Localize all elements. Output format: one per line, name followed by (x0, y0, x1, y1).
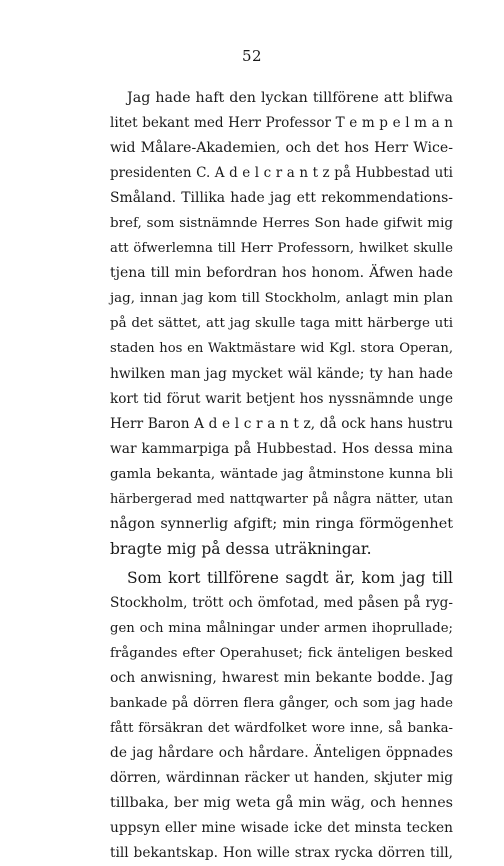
text-line: Stockholm, trött och ömfotad, med påsen på ryg- (110, 594, 453, 611)
text-line: uppsyn eller mine wisade icke det minsta tecken (110, 820, 453, 837)
text-line: de jag hårdare och hårdare. Änteligen öppnades (110, 745, 453, 762)
text-line: tjena till min befordran hos honom. Äfwen hade (110, 265, 453, 282)
text-line: kort tid förut warit betjent hos nyssnämnde unge (110, 390, 453, 407)
text-line: att öfwerlemna till Herr Professorn, hwilket skulle (110, 241, 453, 257)
text-line: dörren, wärdinnan räcker ut handen, skjuter mig (110, 770, 453, 787)
text-line: frågandes efter Operahuset; fick änteligen besked (110, 646, 453, 662)
text-line: bankade på dörren flera gånger, och som jag hade (110, 696, 453, 712)
text-line: till bekantskap. Hon wille strax rycka dörren till, (110, 845, 453, 862)
text-line: hwilken man jag mycket wäl kände; ty han hade (110, 365, 453, 382)
text-line: någon synnerlig afgift; min ringa förmögenhet (110, 515, 453, 532)
text-line: Som kort tillförene sagdt är, kom jag till (127, 568, 453, 587)
text-line: tillbaka, ber mig weta gå min wäg, och hennes (110, 795, 453, 812)
text-line: Småland. Tillika hade jag ett rekommendations- (110, 190, 453, 207)
page-number: 52 (241, 47, 263, 65)
text-line: bref, som sistnämnde Herres Son hade gifwit mig (110, 215, 453, 232)
text-line: presidenten C. A d e l c r a n t z på Hubbestad uti (110, 165, 453, 182)
text-line: gen och mina målningar under armen ihoprullade; (110, 620, 453, 636)
paragraph (110, 86, 453, 562)
text-line: bragte mig på dessa uträkningar. (110, 539, 372, 558)
text-line: wid Målare-Akademien, och det hos Herr Wice- (110, 140, 453, 157)
text-line: staden hos en Waktmästare wid Kgl. stora Operan, (110, 341, 453, 357)
paragraph (110, 566, 453, 866)
text-line: härbergerad med nattqwarter på några nätter, utan (110, 491, 453, 507)
text-line: och anwisning, hwarest min bekante bodde. Jag (110, 670, 453, 687)
text-line: gamla bekanta, wäntade jag åtminstone kunna bli (110, 466, 453, 482)
text-line: jag, innan jag kom till Stockholm, anlagt min plan (110, 291, 453, 307)
text-line: på det sättet, att jag skulle taga mitt härberge uti (110, 316, 453, 332)
body-text (110, 86, 453, 866)
text-line: fått försäkran det wärdfolket wore inne, så banka- (110, 721, 453, 737)
text-line: war kammarpiga på Hubbestad. Hos dessa mina (110, 440, 453, 457)
text-line: Herr Baron A d e l c r a n t z, då ock hans hustru (110, 415, 453, 432)
text-line: Jag hade haft den lyckan tillförene att blifwa (127, 90, 453, 106)
text-line: litet bekant med Herr Professor T e m p e l m a n (110, 115, 453, 132)
